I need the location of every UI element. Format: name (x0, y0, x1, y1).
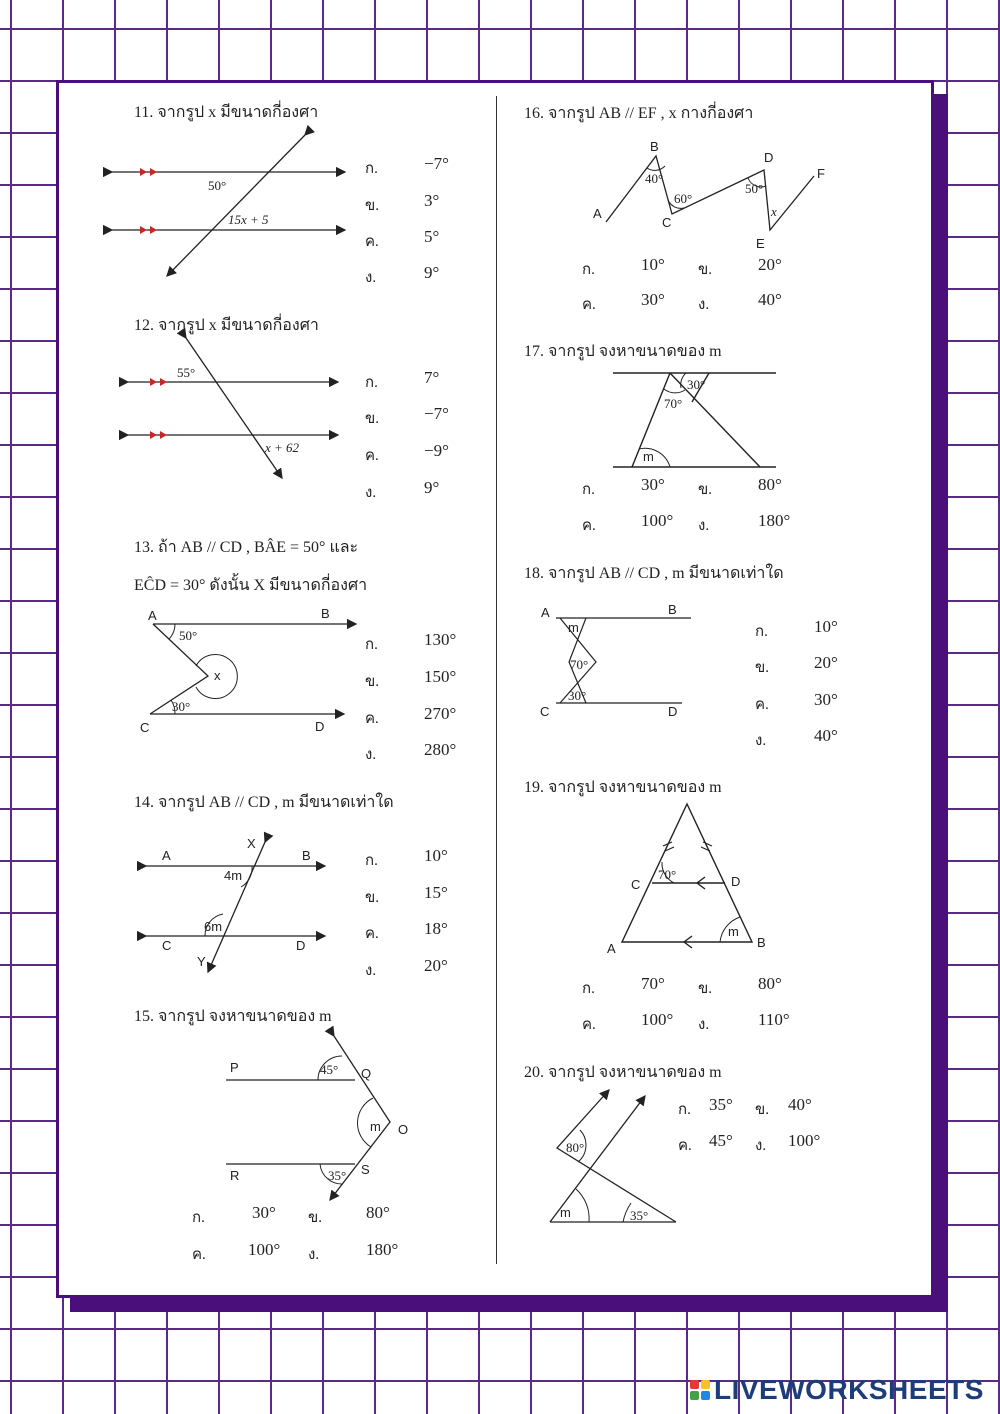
q20-option-value-a: 35° (709, 1095, 733, 1114)
q14-point-y: Y (197, 954, 206, 969)
q20-prompt: 20. จากรูป จงหาขนาดของ m (524, 1064, 722, 1081)
q20-option-value-c: 45° (709, 1131, 733, 1150)
q16-option-value-b: 20° (758, 255, 782, 274)
q15-point-r: R (230, 1168, 240, 1183)
q16-angle-label-2: 60° (674, 191, 693, 206)
q18-option-label-b: ข. (755, 660, 770, 676)
q11-option-label-c: ค. (365, 234, 379, 250)
q19-option-label-b: ข. (698, 981, 713, 997)
q19-option-label-d: ง. (698, 1017, 710, 1033)
q14-angle-label-1: 4m (224, 868, 243, 883)
q12-option-value-a: 7° (424, 368, 440, 387)
q13-option-value-c: 270° (424, 704, 457, 723)
q18-number: 18. (524, 565, 544, 582)
q20-angle-label-1: 80° (566, 1140, 585, 1155)
q16-option-label-a: ก. (582, 262, 595, 278)
q15-point-p: P (230, 1060, 239, 1075)
q20-option-label-b: ข. (755, 1102, 770, 1118)
q11-option-value-d: 9° (424, 263, 440, 282)
q17-angle-label-1: 30° (687, 377, 706, 392)
q17-number: 17. (524, 343, 544, 360)
q14-point-b: B (302, 848, 311, 863)
q15-point-q: Q (361, 1066, 372, 1081)
q20-angle-arc-m (576, 1189, 589, 1222)
q16-prompt: 16. จากรูป AB // EF , x กางกี่องศา (524, 105, 754, 122)
q20-option-label-c: ค. (678, 1138, 692, 1154)
q11-angle-label-1: 50° (208, 178, 227, 193)
q19-option-value-c: 100° (641, 1010, 674, 1029)
q12-option-label-a: ก. (365, 375, 378, 391)
q15-angle-label-2: 35° (328, 1168, 347, 1183)
q19-point-b: B (757, 935, 766, 950)
q19-prompt: 19. จากรูป จงหาขนาดของ m (524, 779, 722, 796)
q14-angle-label-2: 6m (204, 919, 223, 934)
q16-angle-x: x (771, 204, 777, 219)
q19-option-value-a: 70° (641, 974, 665, 993)
q12-angle-label-1: 55° (177, 365, 196, 380)
q17-angle-label-2: 70° (664, 396, 683, 411)
q15-option-label-c: ค. (192, 1247, 206, 1263)
q13-prompt-line2: EĈD = 30° ดังนั้น X มีขนาดกี่องศา (134, 577, 368, 594)
liveworksheets-logo-icon (690, 1380, 710, 1400)
q13-angle-label-1: 50° (179, 628, 198, 643)
q14-point-x: X (247, 836, 256, 851)
q19-option-value-b: 80° (758, 974, 782, 993)
q15-option-label-a: ก. (192, 1210, 205, 1226)
q13-angle-label-2: 30° (172, 699, 191, 714)
q14-point-a: A (162, 848, 171, 863)
q13-option-label-b: ข. (365, 674, 380, 690)
q18-angle-label-2: 30° (568, 688, 587, 703)
q14-point-c: C (162, 938, 172, 953)
q18-point-a: A (541, 605, 550, 620)
q15-option-value-a: 30° (252, 1203, 276, 1222)
q14-option-label-c: ค. (365, 926, 379, 942)
q14-option-value-a: 10° (424, 846, 448, 865)
q16-point-e: E (756, 236, 765, 251)
q17-option-value-c: 100° (641, 511, 674, 530)
q12-prompt: 12. จากรูป x มีขนาดกี่องศา (134, 317, 319, 334)
q19-point-a: A (607, 941, 616, 956)
q13-option-value-a: 130° (424, 630, 457, 649)
q20-angle-label-2: 35° (630, 1208, 649, 1223)
q20-option-label-d: ง. (755, 1138, 767, 1154)
q19-point-d: D (731, 874, 741, 889)
q15-point-s: S (361, 1162, 370, 1177)
q17-prompt: 17. จากรูป จงหาขนาดของ m (524, 343, 722, 360)
q16-option-label-d: ง. (698, 297, 710, 313)
q12-option-value-b: −7° (424, 404, 449, 423)
q16-number: 16. (524, 105, 544, 122)
q16-point-f: F (817, 166, 825, 181)
q13-option-label-a: ก. (365, 637, 378, 653)
q16-angle-label-3: 50° (745, 181, 764, 196)
q20-angle-m: m (560, 1205, 571, 1220)
q19-option-label-c: ค. (582, 1017, 596, 1033)
q18-angle-label-1: 70° (570, 657, 589, 672)
q15-option-value-b: 80° (366, 1203, 390, 1222)
q19-option-value-d: 110° (758, 1010, 790, 1029)
q11-option-value-c: 5° (424, 227, 440, 246)
q19-number: 19. (524, 779, 544, 796)
q16-option-label-b: ข. (698, 262, 713, 278)
q15-number: 15. (134, 1008, 154, 1025)
q16-angle-label-1: 40° (645, 171, 664, 186)
q16-option-value-c: 30° (641, 290, 665, 309)
q11-option-value-a: −7° (424, 154, 449, 173)
q13-option-value-d: 280° (424, 740, 457, 759)
q15-option-label-b: ข. (308, 1210, 323, 1226)
q14-option-label-a: ก. (365, 853, 378, 869)
q17-option-label-b: ข. (698, 482, 713, 498)
q18-option-label-a: ก. (755, 624, 768, 640)
q15-option-value-d: 180° (366, 1240, 399, 1259)
q20-option-value-b: 40° (788, 1095, 812, 1114)
q13-number: 13. (134, 539, 154, 556)
q11-option-label-d: ง. (365, 270, 377, 286)
q17-option-label-d: ง. (698, 518, 710, 534)
q13-point-b: B (321, 606, 330, 621)
q18-point-d: D (668, 704, 678, 719)
q11-option-label-b: ข. (365, 198, 380, 214)
q15-point-o: O (398, 1122, 409, 1137)
q14-point-d: D (296, 938, 306, 953)
q14-option-value-d: 20° (424, 956, 448, 975)
q15-option-value-c: 100° (248, 1240, 281, 1259)
q17-option-value-a: 30° (641, 475, 665, 494)
q12-option-label-c: ค. (365, 448, 379, 464)
q13-point-a: A (148, 608, 157, 623)
q18-point-c: C (540, 704, 550, 719)
q15-prompt: 15. จากรูป จงหาขนาดของ m (134, 1008, 332, 1025)
q18-option-label-c: ค. (755, 697, 769, 713)
q11-number: 11. (134, 104, 154, 121)
q13-point-d: D (315, 719, 325, 734)
q11-option-label-a: ก. (365, 161, 378, 177)
q12-angle-label-2: x + 62 (265, 440, 300, 455)
q14-option-label-b: ข. (365, 890, 380, 906)
q16-point-c: C (662, 215, 672, 230)
q16-point-d: D (764, 150, 774, 165)
q20-number: 20. (524, 1064, 544, 1081)
q11-prompt: 11. จากรูป x มีขนาดกี่องศา (134, 104, 319, 121)
q18-option-label-d: ง. (755, 733, 767, 749)
q12-option-value-d: 9° (424, 478, 440, 497)
q17-option-label-a: ก. (582, 482, 595, 498)
q13-point-c: C (140, 720, 150, 735)
q15-angle-m: m (370, 1119, 381, 1134)
q13-option-label-d: ง. (365, 747, 377, 763)
q18-prompt: 18. จากรูป AB // CD , m มีขนาดเท่าใด (524, 565, 784, 582)
q11-angle-label-2: 15x + 5 (228, 212, 269, 227)
q14-option-value-b: 15° (424, 883, 448, 902)
q13-option-value-b: 150° (424, 667, 457, 686)
q16-option-value-a: 10° (641, 255, 665, 274)
q13-option-label-c: ค. (365, 711, 379, 727)
q14-prompt: 14. จากรูป AB // CD , m มีขนาดเท่าใด (134, 794, 394, 811)
q17-option-value-d: 180° (758, 511, 791, 530)
q16-option-value-d: 40° (758, 290, 782, 309)
q11-option-value-b: 3° (424, 191, 440, 210)
q16-option-label-c: ค. (582, 297, 596, 313)
q17-option-label-c: ค. (582, 518, 596, 534)
q12-option-value-c: −9° (424, 441, 449, 460)
q20-bent-ray (557, 1090, 676, 1222)
q15-option-label-d: ง. (308, 1247, 320, 1263)
q18-option-value-a: 10° (814, 617, 838, 636)
q16-point-b: B (650, 139, 659, 154)
q18-point-b: B (668, 602, 677, 617)
q18-option-value-d: 40° (814, 726, 838, 745)
q19-angle-label-1: 70° (658, 867, 677, 882)
q19-option-label-a: ก. (582, 981, 595, 997)
q14-option-label-d: ง. (365, 963, 377, 979)
q12-option-label-b: ข. (365, 411, 380, 427)
q20-option-label-a: ก. (678, 1102, 691, 1118)
q12-number: 12. (134, 317, 154, 334)
q14-number: 14. (134, 794, 154, 811)
q17-angle-m: m (643, 449, 654, 464)
q14-option-value-c: 18° (424, 919, 448, 938)
q18-angle-m: m (568, 620, 579, 635)
q13-prompt: 13. ถ้า AB // CD , BÂE = 50° และ (134, 539, 359, 556)
q12-option-label-d: ง. (365, 485, 377, 501)
q18-option-value-b: 20° (814, 653, 838, 672)
q18-option-value-c: 30° (814, 690, 838, 709)
q17-option-value-b: 80° (758, 475, 782, 494)
q13-angle-x: x (214, 668, 221, 683)
q19-angle-m: m (728, 924, 739, 939)
q16-point-a: A (593, 206, 602, 221)
q20-option-value-d: 100° (788, 1131, 821, 1150)
liveworksheets-logo[interactable] (690, 1374, 984, 1406)
liveworksheets-logo-text: LIVEWORKSHEETS (714, 1374, 984, 1405)
q15-angle-label-1: 45° (320, 1062, 339, 1077)
q19-point-c: C (631, 877, 641, 892)
